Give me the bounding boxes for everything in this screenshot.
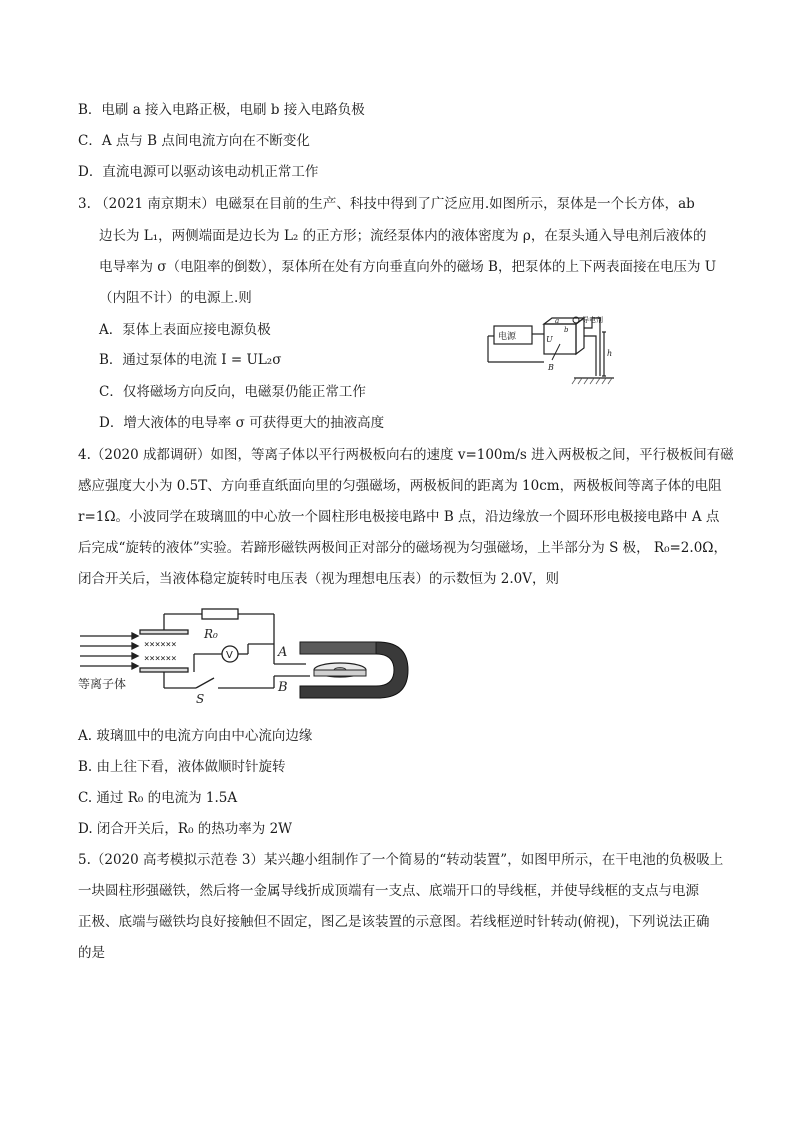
q4-option-d: D. 闭合开关后，R₀ 的热功率为 2W xyxy=(78,821,293,837)
q3-stem-line1: 3. （2021 南京期末）电磁泵在目前的生产、科技中得到了广泛应用.如图所示，泵体是一个长方体，ab xyxy=(78,196,695,212)
q4-option-c: C. 通过 R₀ 的电流为 1.5A xyxy=(78,790,238,806)
field-crosses-top: ×××××× xyxy=(144,640,177,650)
u-label: U xyxy=(546,335,553,344)
q4-stem-line2: 感应强度大小为 0.5T、方向垂直纸面向里的匀强磁场，两极板间的距离为 10cm，两极板间等离子体的电阻 xyxy=(78,478,722,494)
q2-option-b: B．电刷 a 接入电路正极，电刷 b 接入电路负极 xyxy=(78,102,365,118)
q3-stem-line4: （内阻不计）的电源上.则 xyxy=(99,290,252,306)
q3-option-b: B．通过泵体的电流 I = UL₂σ xyxy=(99,352,282,368)
point-b-label: B xyxy=(278,680,288,695)
q5-stem-line3: 正极、底端与磁铁均良好接触但不固定，图乙是该装置的示意图。若线框逆时针转动(俯视)，下列说法正确 xyxy=(78,914,710,930)
q3-option-c: C．仅将磁场方向反向，电磁泵仍能正常工作 xyxy=(99,384,366,400)
q3-option-d: D．增大液体的电导率 σ 可获得更大的抽液高度 xyxy=(99,415,385,431)
b-label: b xyxy=(564,326,569,334)
plasma-label: 等离子体 xyxy=(78,677,127,691)
q5-stem-line2: 一块圆柱形强磁铁，然后将一金属导线折成顶端有一支点、底端开口的导线框，并使导线框的支点与电源 xyxy=(78,883,699,899)
q3-stem-line3: 电导率为 σ（电阻率的倒数），泵体所在处有方向垂直向外的磁场 B，把泵体的上下两表面接在电压为 U xyxy=(99,259,717,275)
q4-stem-line1: 4.（2020 成都调研）如图，等离子体以平行两极板向右的速度 v=100m/s 进入两极板之间，平行极板间有磁 xyxy=(78,447,734,463)
q5-stem-line4: 的是 xyxy=(78,945,105,961)
q3-stem-line2: 边长为 L₁，两侧端面是边长为 L₂ 的正方形；流经泵体内的液体密度为 ρ，在泵头通入导电剂后液体的 xyxy=(99,228,707,244)
q2-option-c: C．A 点与 B 点间电流方向在不断变化 xyxy=(78,133,310,149)
point-a-label: A xyxy=(278,645,288,660)
power-label: 电源 xyxy=(498,332,517,342)
q4-option-a: A. 玻璃皿中的电流方向由中心流向边缘 xyxy=(78,728,313,744)
r0-label: R₀ xyxy=(204,627,218,641)
b-field-label: B xyxy=(548,363,554,372)
switch-label: S xyxy=(196,692,205,704)
pump-figure xyxy=(486,314,656,392)
voltmeter-label: V xyxy=(226,650,233,661)
h-label: h xyxy=(607,349,613,358)
q4-option-b: B. 由上往下看，液体做顺时针旋转 xyxy=(78,759,286,775)
field-crosses-bottom: ×××××× xyxy=(144,654,177,664)
agent-label: 导电剂 xyxy=(582,316,603,324)
resistor-r0 xyxy=(202,609,238,619)
q4-stem-line5: 闭合开关后，当液体稳定旋转时电压表（视为理想电压表）的示数恒为 2.0V，则 xyxy=(78,571,560,587)
plasma-circuit-figure xyxy=(78,606,410,704)
q2-option-d: D．直流电源可以驱动该电动机正常工作 xyxy=(78,164,319,180)
q4-stem-line4: 后完成“旋转的液体”实验。若蹄形磁铁两极间正对部分的磁场视为匀强磁场，上半部分为 S 极， R₀=2.0Ω， xyxy=(78,540,727,556)
a-label: a xyxy=(555,317,560,325)
q3-option-a: A．泵体上表面应接电源负极 xyxy=(99,322,271,338)
q4-stem-line3: r=1Ω。小波同学在玻璃皿的中心放一个圆柱形电极接电路中 B 点，沿边缘放一个圆环形电极接电路中 A 点 xyxy=(78,509,720,525)
q5-stem-line1: 5.（2020 高考模拟示范卷 3）某兴趣小组制作了一个简易的“转动装置”，如图甲所示，在干电池的负极吸上 xyxy=(78,852,724,868)
